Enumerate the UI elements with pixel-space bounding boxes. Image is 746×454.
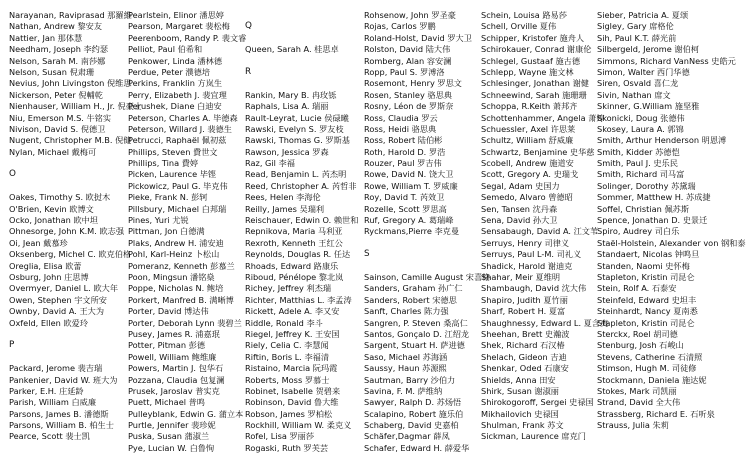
name-entry: Overmyer, Daniel L. 欧大年 bbox=[9, 283, 119, 294]
name-entry: Sickman, Laurence 席克门 bbox=[481, 431, 586, 442]
name-entry: Scobell, Andrew 施道安 bbox=[481, 158, 574, 169]
name-entry: Sensabaugh, David A. 江文苇 bbox=[481, 226, 599, 237]
name-entry: Nylan, Michael 戴梅可 bbox=[9, 146, 97, 157]
name-entry: Pickowicz, Paul G. 毕克伟 bbox=[128, 180, 228, 191]
name-entry: Ristaino, Marcia 阮玛霞 bbox=[245, 363, 338, 374]
name-entry: Pittman, Jon 白德满 bbox=[128, 226, 205, 237]
name-entry: Spiro, Audrey 司白乐 bbox=[597, 226, 680, 237]
name-entry: Pulleyblank, Edwin G. 蒲立本 bbox=[128, 408, 244, 419]
name-entry: Pearlstein, Elinor 潘思婷 bbox=[128, 10, 224, 20]
name-entry: Rault-Leyrat, Lucie 侯碌曦 bbox=[245, 112, 349, 123]
name-entry: Poppe, Nicholas N. 鲍培 bbox=[128, 283, 224, 294]
name-entry: Steinfeld, Edward 史坦丰 bbox=[597, 294, 697, 305]
name-entry: Parish, William 白威廉 bbox=[9, 397, 97, 408]
name-entry: Porkert, Manfred B. 满晰博 bbox=[128, 294, 234, 305]
name-entry: Riftin, Boris L. 李福清 bbox=[245, 351, 330, 362]
name-entry: Schneewind, Sarah 施珊珊 bbox=[481, 89, 587, 100]
name-entry: Rickett, Adele A. 李又安 bbox=[245, 306, 340, 317]
name-entry: Perry, Elizabeth J. 裴宜理 bbox=[128, 89, 227, 100]
name-entry: Schaberg, David 史嘉柏 bbox=[364, 420, 459, 431]
name-entry: Rouzer, Paul 罗吉伟 bbox=[364, 158, 442, 169]
name-entry: Schell, Orville 夏伟 bbox=[481, 21, 557, 32]
name-column-6 bbox=[597, 10, 746, 431]
name-entry: Pelliot, Paul 伯希和 bbox=[128, 44, 203, 55]
name-entry: Shadick, Harold 谢迪克 bbox=[481, 260, 573, 271]
name-entry: Rolston, David 陆大伟 bbox=[364, 44, 451, 55]
name-entry: Pearson, Margaret 裴松梅 bbox=[128, 21, 230, 32]
name-entry: Strauss, Julia 朱莉 bbox=[597, 420, 669, 431]
name-entry: Purtle, Jennifer 裴珍妮 bbox=[128, 420, 216, 431]
name-entry: Sigley, Gary 席格伦 bbox=[597, 21, 674, 32]
name-entry: Robinson, David 鲁大维 bbox=[245, 397, 339, 408]
name-entry: Saussy, Haun 苏源熙 bbox=[364, 363, 447, 374]
name-entry: Niu, Emerson M.S. 牛铭实 bbox=[9, 112, 112, 123]
name-entry: Smith, Arthur Henderson 明恩溥 bbox=[597, 135, 727, 146]
name-entry: Prusek, Jaroslav 普实克 bbox=[128, 385, 220, 396]
name-entry: Read, Benjamin L. 芮杰明 bbox=[245, 169, 347, 180]
name-entry: Schafer, Edward H. 薛爱华 bbox=[364, 442, 470, 453]
name-entry: Potter, Pitman 彭德 bbox=[128, 340, 206, 351]
name-entry: Pye, Lucian W. 白鲁恂 bbox=[128, 442, 215, 453]
name-entry: Peerenboom, Randy P. 裴文睿 bbox=[128, 32, 247, 43]
name-entry: Packard, Jerome 裴吉瑞 bbox=[9, 363, 103, 374]
name-entry: Raz, Gil 李福 bbox=[245, 158, 295, 169]
name-entry: Perushek, Diane 白迪安 bbox=[128, 101, 222, 112]
name-entry: Schuessler, Axel 许思莱 bbox=[481, 123, 576, 134]
name-entry: Schultz, William 舒威廉 bbox=[481, 135, 574, 146]
spacer bbox=[9, 329, 142, 340]
name-entry: Nattier, Jan 那体慧 bbox=[9, 32, 83, 43]
name-entry: Rosen, Stanley 骆思典 bbox=[364, 89, 452, 100]
name-entry: Roberts, Moss 罗慕士 bbox=[245, 374, 330, 385]
name-entry: Nickerson, Peter 倪輔乾 bbox=[9, 89, 103, 100]
name-entry: Smith, Kidder 苏德恺 bbox=[597, 146, 680, 157]
name-entry: Staël-Holstein, Alexander von 钢和泰 bbox=[597, 237, 746, 248]
name-entry: Shirk, Susan 谢淑丽 bbox=[481, 385, 559, 396]
name-entry: Skinner, G.William 施坚雅 bbox=[597, 101, 700, 112]
name-entry: Riely, Celia C. 李慧闻 bbox=[245, 340, 329, 351]
name-entry: Schlesinger, Jonathan 谢健 bbox=[481, 78, 589, 89]
name-entry: Nelson, Sarah M. 南莎娜 bbox=[9, 55, 106, 66]
name-entry: Sanders, Robert 宋德思 bbox=[364, 294, 457, 305]
name-entry: Needham, Joseph 李约瑟 bbox=[9, 44, 109, 55]
name-entry: Pieke, Frank N. 彭轲 bbox=[128, 192, 208, 203]
name-entry: Ocko, Jonathan 欧中坦 bbox=[9, 215, 99, 226]
name-entry: Shapiro, Judith 夏竹丽 bbox=[481, 294, 568, 305]
name-entry: Nivison, David S. 倪德卫 bbox=[9, 123, 106, 134]
name-entry: Strand, David 全大伟 bbox=[597, 397, 681, 408]
spacer bbox=[245, 78, 358, 89]
name-entry: Parker, E.H. 庄延龄 bbox=[9, 385, 84, 396]
name-entry: Nelson, Susan 倪肃珊 bbox=[9, 66, 95, 77]
name-entry: Plaks, Andrew H. 浦安迪 bbox=[128, 237, 224, 248]
name-entry: Pillsbury, Michael 白邦瑞 bbox=[128, 203, 227, 214]
name-entry: Stenburg, Josh 石峻山 bbox=[597, 340, 684, 351]
name-entry: Spence, Jonathan D. 史景迁 bbox=[597, 215, 708, 226]
name-entry: Puska, Susan 蒲淑兰 bbox=[128, 431, 210, 442]
name-entry: Porter, David 博达伟 bbox=[128, 306, 209, 317]
name-entry: Pusey, James R. 浦嘉珉 bbox=[128, 328, 220, 339]
name-entry: Smith, Richard 司马富 bbox=[597, 169, 685, 180]
name-entry: Peterson, Willard J. 裴德生 bbox=[128, 123, 232, 134]
name-entry: Rosemont, Henry 罗思文 bbox=[364, 78, 462, 89]
name-entry: Riegel, Jeffrey K. 王安国 bbox=[245, 328, 340, 339]
name-entry: Saso, Michael 苏海涵 bbox=[364, 351, 448, 362]
name-entry: Schipper, Kristofer 施舟人 bbox=[481, 32, 585, 43]
name-entry: Richter, Matthias L. 李孟涛 bbox=[245, 294, 352, 305]
name-entry: Rees, Helen 李海伦 bbox=[245, 192, 321, 203]
name-entry: Sawyer, Ralph D. 苏炀悟 bbox=[364, 397, 462, 408]
name-entry: Schottenhammer, Angela 萧婷 bbox=[481, 112, 605, 123]
name-entry: Ruf, Gregory A. 葛瑞峰 bbox=[364, 215, 454, 226]
name-entry: Perdue, Peter 濮德培 bbox=[128, 66, 210, 77]
name-entry: Shaughnessy, Edward L. 夏含夷 bbox=[481, 317, 609, 328]
name-entry: Schoppa, R.Keith 萧邦齐 bbox=[481, 101, 578, 112]
name-entry: Stein, Rolf A. 石泰安 bbox=[597, 283, 677, 294]
name-entry: Steinhardt, Nancy 夏南悉 bbox=[597, 306, 698, 317]
name-entry: Schwartz, Benjamine 史华慈 bbox=[481, 146, 595, 157]
name-entry: Sanft, Charles 陈力强 bbox=[364, 306, 449, 317]
name-entry: Solinger, Dorothy 苏黛瑞 bbox=[597, 180, 696, 191]
name-entry: Stapleton, Kristin 司昆仑 bbox=[597, 317, 695, 328]
name-entry: Ownby, David A. 王大为 bbox=[9, 306, 105, 317]
name-entry: Pearce, Scott 裴士凯 bbox=[9, 431, 90, 442]
name-entry: Reed, Christopher A. 芮哲非 bbox=[245, 180, 357, 191]
name-column-4 bbox=[364, 10, 490, 454]
name-entry: Skosey, Laura A. 郭锦 bbox=[597, 123, 684, 134]
name-entry: Penkower, Linda 潘林德 bbox=[128, 55, 223, 66]
name-entry: Roth, Harold D. 罗浩 bbox=[364, 146, 446, 157]
name-entry: Standaert, Nicolas 钟鸣旦 bbox=[597, 249, 700, 260]
name-entry: Simon, Walter 西门华德 bbox=[597, 66, 690, 77]
name-entry: Sheehan, Brett 史瀚波 bbox=[481, 328, 570, 339]
name-entry: Sih, Paul K.T. 薛光前 bbox=[597, 32, 677, 43]
name-entry: Shambaugh, David 沈大伟 bbox=[481, 283, 587, 294]
name-entry: Shahar, Meir 夏维明 bbox=[481, 271, 561, 282]
name-entry: Repnikova, Maria 马利亚 bbox=[245, 226, 343, 237]
name-entry: Rowe, William T. 罗威廉 bbox=[364, 180, 458, 191]
name-entry: Narayanan, Raviprasad 那羅維 bbox=[9, 10, 132, 20]
name-entry: Pohl, Karl-Heinz 卜松山 bbox=[128, 249, 220, 260]
name-entry: Queen, Sarah A. 桂思卓 bbox=[245, 44, 339, 55]
name-entry: Riddle, Ronald 李斗 bbox=[245, 317, 323, 328]
letter-heading: Q bbox=[245, 21, 252, 32]
name-entry: Puett, Michael 普鸣 bbox=[128, 397, 205, 408]
name-entry: Schäfer,Dagmar 薛凤 bbox=[364, 431, 450, 442]
letter-heading: R bbox=[245, 66, 252, 77]
spacer bbox=[364, 238, 490, 249]
name-entry: Shek, Richard 石汉椿 bbox=[481, 340, 565, 351]
letter-heading: O bbox=[9, 169, 16, 180]
name-entry: Reilly, James 吴瑞利 bbox=[245, 203, 325, 214]
name-entry: Rankin, Mary B. 冉玫铄 bbox=[245, 89, 337, 100]
name-entry: O'Brien, Kevin 欧博文 bbox=[9, 203, 94, 214]
name-entry: Peterson, Charles A. 毕德森 bbox=[128, 112, 238, 123]
name-entry: Schein, Louisa 路易莎 bbox=[481, 10, 567, 20]
name-entry: Stimson, Hugh M. 司徒修 bbox=[597, 363, 697, 374]
name-entry: Sangren, P. Steven 桑高仁 bbox=[364, 317, 468, 328]
name-entry: Soffel, Christian 佩苏斯 bbox=[597, 203, 690, 214]
name-entry: Sautman, Barry 沙伯力 bbox=[364, 374, 456, 385]
name-entry: Oreglia, Elisa 欧蕾 bbox=[9, 260, 82, 271]
name-entry: Rowe, David N. 饶大卫 bbox=[364, 169, 454, 180]
name-entry: Ross, Robert 陆伯彬 bbox=[364, 135, 443, 146]
name-entry: Oksenberg, Michel C. 欧克伯格 bbox=[9, 249, 132, 260]
name-entry: Phillips, Tina 費婷 bbox=[128, 158, 199, 169]
name-entry: Rhoads, Edward 路康乐 bbox=[245, 260, 339, 271]
name-entry: Robinet, Isabelle 贺碧来 bbox=[245, 385, 341, 396]
name-entry: Rofel, Lisa 罗丽莎 bbox=[245, 431, 315, 442]
name-entry: Sharf, Robert H. 夏富 bbox=[481, 306, 566, 317]
name-entry: Schlepp, Wayne 施文林 bbox=[481, 66, 574, 77]
name-entry: Nienhauser, William H., Jr. 倪豪士 bbox=[9, 101, 143, 112]
name-entry: Ross, Heidi 骆思典 bbox=[364, 123, 437, 134]
letter-heading: S bbox=[364, 249, 370, 260]
spacer bbox=[9, 158, 142, 169]
spacer bbox=[245, 33, 358, 44]
name-entry: Romberg, Alan 容安澜 bbox=[364, 55, 452, 66]
name-entry: Sen, Tansen 沈丹森 bbox=[481, 203, 558, 214]
name-entry: Shirokogoroff, Sergei 史禄国 bbox=[481, 397, 594, 408]
name-entry: Pozzana, Claudia 包复澜 bbox=[128, 374, 225, 385]
name-entry: Rozelle, Scott 罗思高 bbox=[364, 203, 447, 214]
spacer bbox=[364, 261, 490, 272]
name-entry: Sieber, Patricia A. 夏颂 bbox=[597, 10, 689, 20]
name-entry: Poon, Mingsun 潘铭燊 bbox=[128, 271, 215, 282]
name-column-1 bbox=[9, 10, 142, 443]
name-entry: Richey, Jeffrey 利杰瑞 bbox=[245, 283, 332, 294]
name-entry: Ropp, Paul S. 罗溥洛 bbox=[364, 66, 445, 77]
name-entry: Rohsenow, John 罗圣豪 bbox=[364, 10, 456, 20]
name-entry: Rawski, Evelyn S. 罗友枝 bbox=[245, 123, 344, 134]
name-entry: Siren, Osvald 喜仁龙 bbox=[597, 78, 679, 89]
name-entry: Scott, Gregory A. 史瑞戈 bbox=[481, 169, 579, 180]
name-entry: Savina, F. M. 萨维纳 bbox=[364, 385, 443, 396]
spacer bbox=[245, 56, 358, 67]
name-entry: Rogaski, Ruth 罗芙芸 bbox=[245, 442, 329, 453]
name-entry: Silbergeld, Jerome 谢伯柯 bbox=[597, 44, 699, 55]
name-entry: Raphals, Lisa A. 瑞丽 bbox=[245, 101, 329, 112]
name-entry: Oakes, Timothy S. 欧挝木 bbox=[9, 192, 111, 203]
name-entry: Nathan, Andrew 黎安友 bbox=[9, 21, 103, 32]
name-entry: Sommer, Matthew H. 苏成捷 bbox=[597, 192, 711, 203]
name-entry: Sena, David 孙大卫 bbox=[481, 215, 558, 226]
name-entry: Sargent, Stuart H. 萨进德 bbox=[364, 340, 465, 351]
name-entry: Porter, Deborah Lynn 裴碧兰 bbox=[128, 317, 242, 328]
name-entry: Petrucci, Raphaël 佩初茲 bbox=[128, 135, 227, 146]
spacer bbox=[245, 10, 358, 21]
name-column-3 bbox=[245, 10, 358, 454]
name-entry: Shenkar, Oded 石康安 bbox=[481, 363, 569, 374]
name-entry: Powell, William 鲍维廉 bbox=[128, 351, 217, 362]
name-entry: Phillips, Steven 費世文 bbox=[128, 146, 218, 157]
name-entry: Roland-Holst, David 罗大卫 bbox=[364, 32, 472, 43]
name-entry: Sivin, Nathan 席文 bbox=[597, 89, 671, 100]
name-entry: Schlegel, Gustaaf 施古德 bbox=[481, 55, 581, 66]
name-entry: Rosny, Léon de 罗斯奈 bbox=[364, 101, 454, 112]
name-entry: Oxfeld, Ellen 欧爱玲 bbox=[9, 317, 89, 328]
name-entry: Rockhill, William W. 柔克义 bbox=[245, 420, 352, 431]
name-entry: Segal, Adam 史国力 bbox=[481, 180, 560, 191]
name-column-2 bbox=[128, 10, 246, 454]
name-entry: Smith, Paul J. 史乐民 bbox=[597, 158, 678, 169]
name-entry: Rexroth, Kenneth 王红公 bbox=[245, 237, 343, 248]
name-entry: Rawson, Jessica 罗森 bbox=[245, 146, 329, 157]
name-entry: Pankenier, David W. 班大为 bbox=[9, 374, 118, 385]
name-entry: Perkins, Franklin 方岚生 bbox=[128, 78, 223, 89]
name-entry: Skonicki, Doug 张德伟 bbox=[597, 112, 685, 123]
name-entry: Riboud, Pénélope 黎北岚 bbox=[245, 271, 344, 282]
name-entry: Reischauer, Edwin O. 赖世和 bbox=[245, 215, 359, 226]
name-entry: Reynolds, Douglas R. 任达 bbox=[245, 249, 351, 260]
name-entry: Strassberg, Richard E. 石听泉 bbox=[597, 408, 715, 419]
name-entry: Roy, David T. 芮效卫 bbox=[364, 192, 445, 203]
name-entry: Shelach, Gideon 吉迪 bbox=[481, 351, 567, 362]
name-entry: Stapleton, Kristin 司昆仑 bbox=[597, 271, 695, 282]
name-entry: Stokes, Mark 司凯丽 bbox=[597, 385, 677, 396]
name-entry: Simmons, Richard VanNess 史皓元 bbox=[597, 55, 736, 66]
name-entry: Standen, Naomi 史怀梅 bbox=[597, 260, 690, 271]
name-entry: Sanders, Graham 孙广仁 bbox=[364, 283, 463, 294]
name-entry: Serruys, Henry 司律义 bbox=[481, 237, 570, 248]
letter-heading: P bbox=[9, 340, 15, 351]
name-entry: Owen, Stephen 宇文所安 bbox=[9, 294, 107, 305]
name-entry: Pines, Yuri 尤锐 bbox=[128, 215, 189, 226]
name-entry: Nevius, John Livingston 倪维思 bbox=[9, 78, 132, 89]
name-entry: Rawski, Thomas G. 罗斯基 bbox=[245, 135, 350, 146]
name-entry: Ross, Claudia 罗云 bbox=[364, 112, 438, 123]
name-entry: Ryckmans,Pierre 李克曼 bbox=[364, 226, 460, 237]
name-entry: Ohnesorge, John K.M. 欧志强 bbox=[9, 226, 125, 237]
spacer bbox=[9, 181, 142, 192]
name-entry: Semedo, Alvaro 曾德昭 bbox=[481, 192, 573, 203]
name-entry: Picken, Laurence 毕铿 bbox=[128, 169, 217, 180]
name-entry: Shulman, Frank 苏文 bbox=[481, 420, 564, 431]
name-entry: Scalapino, Robert 施乐伯 bbox=[364, 408, 464, 419]
name-entry: Shields, Anna 田安 bbox=[481, 374, 556, 385]
name-entry: Santos, Gonçalo D. 江绍龙 bbox=[364, 328, 470, 339]
name-entry: Robson, James 罗柏松 bbox=[245, 408, 333, 419]
name-entry: Stevens, Catherine 石清照 bbox=[597, 351, 703, 362]
name-entry: Parsons, William B. 柏生士 bbox=[9, 420, 114, 431]
name-column-5 bbox=[481, 10, 608, 443]
name-entry: Nugent, Christopher M.B. 倪健 bbox=[9, 135, 132, 146]
name-entry: Schirokauer, Conrad 谢康伦 bbox=[481, 44, 592, 55]
name-entry: Mikhailovich 史禄国 bbox=[481, 408, 559, 419]
name-entry: Rojas, Carlos 罗鹏 bbox=[364, 21, 436, 32]
name-entry: Sterckx, Roel 胡司德 bbox=[597, 328, 678, 339]
spacer bbox=[9, 352, 142, 363]
name-entry: Stockmann, Daniela 施达妮 bbox=[597, 374, 707, 385]
name-entry: Oi, Jean 戴慕珍 bbox=[9, 237, 68, 248]
name-entry: Osburg, John 庄思博 bbox=[9, 271, 89, 282]
name-entry: Parsons, James B. 潘德斯 bbox=[9, 408, 109, 419]
name-entry: Pomeranz, Kenneth 彭慕兰 bbox=[128, 260, 235, 271]
name-entry: Powers, Martin J. 包华石 bbox=[128, 363, 224, 374]
name-entry: Serruys, Paul L-M. 司礼义 bbox=[481, 249, 582, 260]
name-entry: Sainson, Camille August 宋喜格 bbox=[364, 271, 491, 282]
